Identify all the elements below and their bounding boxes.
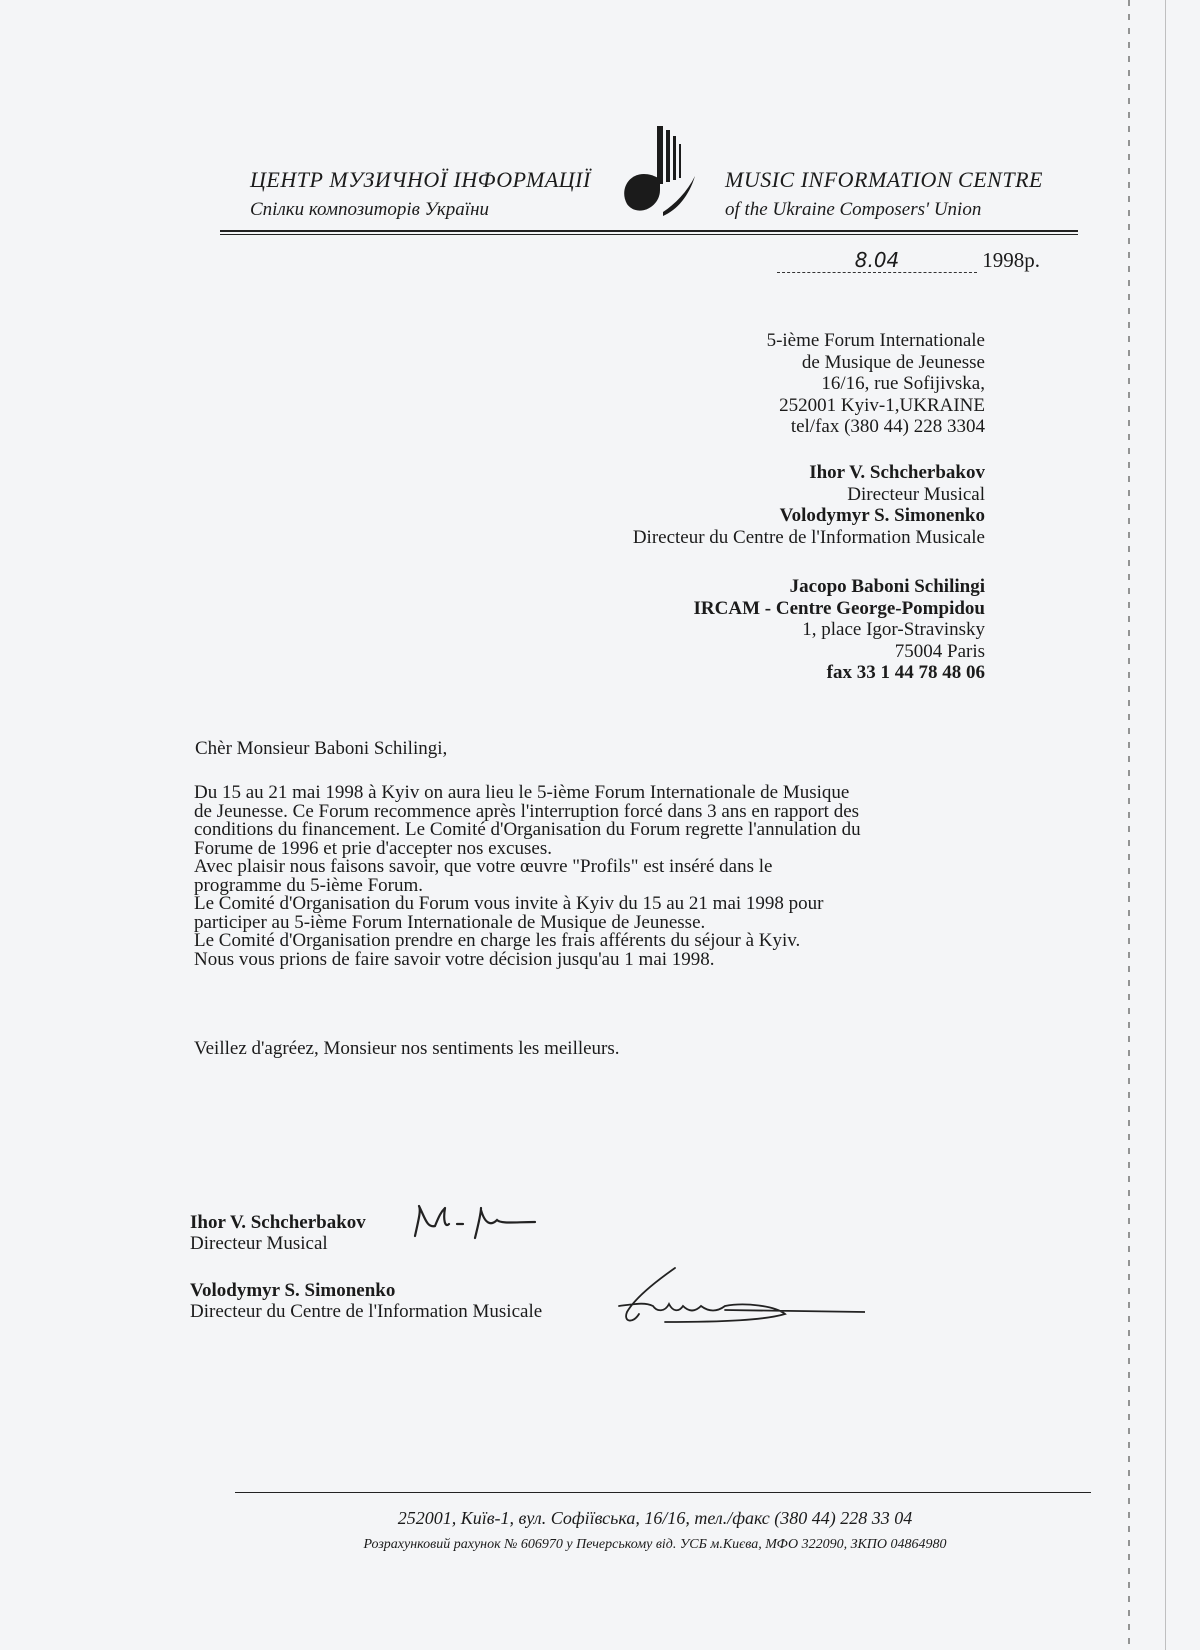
signature-block-1: [190, 1212, 366, 1254]
body-line: Du 15 au 21 mai 1998 à Kyiv on aura lieu le 5-ième Forum Internationale de Musique: [194, 782, 850, 803]
body-line: Le Comité d'Organisation prendre en charge les frais afférents du séjour à Kyiv.: [194, 930, 801, 951]
letterhead: [220, 152, 1080, 237]
body-line: programme du 5-ième Forum.: [194, 874, 424, 896]
letterhead-rule: [220, 230, 1078, 235]
body-line: participer au 5-ième Forum Internationale de Musique de Jeunesse.: [194, 911, 706, 933]
recipient-street: 1, place Igor-Stravinsky: [802, 619, 985, 640]
sender-person1-title: Directeur Musical: [847, 483, 985, 505]
body-line: Nous vous prions de faire savoir votre décision jusqu'au 1 mai 1998.: [194, 948, 715, 970]
signature2-title: Directeur du Centre de l'Information Musicale: [190, 1301, 543, 1322]
letterhead-ua: [250, 167, 591, 221]
body-line: conditions du financement. Le Comité d'Organisation du Forum regrette l'annulation du: [194, 819, 861, 840]
date-year: 1998р.: [982, 248, 1040, 272]
music-centre-logo: [615, 124, 700, 219]
letterhead-en-union: of the Ukraine Composers' Union: [725, 199, 982, 220]
letterhead-en: [725, 167, 1043, 221]
sender-line: 5-ième Forum Internationale: [766, 330, 985, 351]
recipient-name: Jacopo Baboni Schilingi: [789, 576, 985, 597]
signature2-handwriting: [605, 1262, 865, 1332]
page-edge-dashes: [1128, 0, 1130, 1650]
recipient-city: 75004 Paris: [894, 640, 985, 662]
letterhead-ua-union: Спілки композиторів України: [250, 199, 490, 220]
sender-address: [767, 330, 985, 438]
signature-block-2: [190, 1280, 542, 1322]
sender-line: 16/16, rue Sofijivska,: [821, 373, 985, 394]
date-handwritten: 8.04: [777, 248, 977, 273]
recipient-address: [694, 576, 985, 684]
salutation: Chèr Monsieur Baboni Schilingi,: [195, 738, 448, 759]
footer-bank-details: Розрахунковий рахунок № 606970 у Печерському від. УСБ м.Києва, МФО 322090, ЗКПО 04864980: [363, 1537, 947, 1552]
sender-people: [633, 462, 985, 548]
footer-rule: [235, 1492, 1091, 1493]
body-line: Forume de 1996 et prie d'accepter nos excuses.: [194, 837, 552, 859]
signature2-name: Volodymyr S. Simonenko: [190, 1280, 396, 1301]
sender-line: tel/fax (380 44) 228 3304: [790, 416, 985, 437]
letter-body: [194, 784, 994, 969]
sender-person2-title: Directeur du Centre de l'Information Musicale: [632, 526, 985, 548]
signature1-name: Ihor V. Schcherbakov: [190, 1212, 366, 1233]
sender-line: de Musique de Jeunesse: [801, 351, 985, 373]
footer-address: 252001, Київ-1, вул. Софіївська, 16/16, тел./факс (380 44) 228 33 04: [397, 1508, 913, 1528]
sender-person1-name: Ihor V. Schcherbakov: [809, 462, 985, 483]
signature1-handwriting: [405, 1198, 545, 1248]
letterhead-ua-org: ЦЕНТР МУЗИЧНОЇ ІНФОРМАЦІЇ: [250, 167, 591, 192]
sender-person2-name: Volodymyr S. Simonenko: [779, 505, 985, 526]
signature1-title: Directeur Musical: [190, 1233, 328, 1254]
letter-date: [777, 248, 1040, 273]
recipient-org: IRCAM - Centre George-Pompidou: [693, 597, 985, 619]
body-line: Avec plaisir nous faisons savoir, que votre œuvre "Profils" est inséré dans le: [194, 856, 773, 877]
sender-line: 252001 Kyiv-1,UKRAINE: [779, 394, 985, 416]
letterhead-en-org: MUSIC INFORMATION CENTRE: [725, 167, 1043, 192]
page-edge-line: [1165, 0, 1166, 1650]
body-line: Le Comité d'Organisation du Forum vous invite à Kyiv du 15 au 21 mai 1998 pour: [194, 893, 824, 914]
body-line: de Jeunesse. Ce Forum recommence après l'interruption forcé dans 3 ans en rapport des: [194, 800, 860, 822]
closing: Veillez d'agréez, Monsieur nos sentiments les meilleurs.: [194, 1038, 620, 1059]
recipient-fax: fax 33 1 44 78 48 06: [826, 662, 985, 683]
